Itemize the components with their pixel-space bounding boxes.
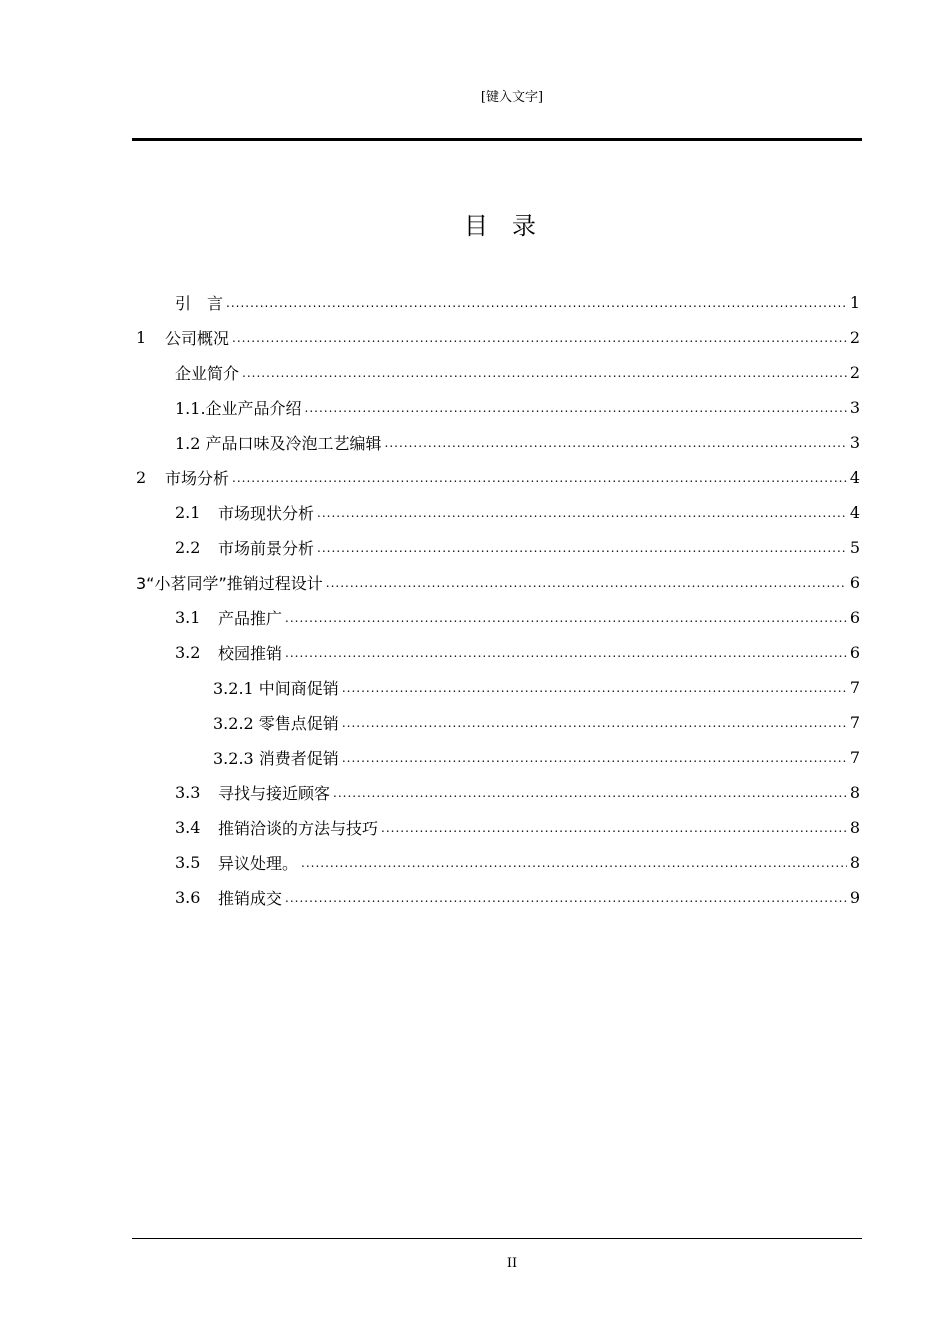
toc-entry-number: 3.4 (175, 817, 201, 837)
toc-title: 目录 (464, 212, 560, 240)
toc-entry-flavors[interactable] (175, 430, 860, 454)
toc-entry-negotiation[interactable] (175, 815, 860, 839)
toc-leader (317, 537, 847, 557)
toc-entry-label: 校园推销 (218, 643, 283, 663)
toc-entry-label: 市场现状分析 (218, 503, 315, 523)
toc-entry-label: 市场前景分析 (218, 538, 315, 558)
toc-leader (232, 327, 847, 347)
toc-entry-market[interactable] (136, 465, 860, 489)
toc-leader (285, 642, 847, 662)
toc-leader (326, 572, 847, 592)
toc-entry-label: 异议处理。 (218, 853, 299, 873)
toc-leader (381, 817, 847, 837)
toc-leader (342, 747, 847, 767)
toc-entry-page: 2 (849, 327, 860, 347)
toc-entry-number: 2 (136, 467, 147, 487)
toc-entry-company[interactable] (136, 325, 860, 349)
toc-leader (342, 712, 847, 732)
toc-leader (305, 397, 847, 417)
toc-entry-market-outlook[interactable] (175, 535, 860, 559)
toc-entry-page: 6 (849, 572, 860, 592)
toc-entry-label: 寻找与接近顾客 (218, 783, 331, 803)
toc-entry-page: 8 (849, 782, 860, 802)
toc-entry-market-status[interactable] (175, 500, 860, 524)
toc-entry-label: 企业简介 (175, 363, 240, 383)
header-rule (132, 138, 862, 141)
toc-entry-page: 8 (849, 852, 860, 872)
toc-entry-intro[interactable] (175, 290, 860, 314)
toc-entry-label: 1.1.企业产品介绍 (175, 398, 302, 418)
toc-entry-number: 3.2 (175, 642, 201, 662)
toc-entry-objections[interactable] (175, 850, 860, 874)
toc-entry-page: 3 (849, 397, 860, 417)
toc-entry-number: 3.5 (175, 852, 201, 872)
toc-leader (301, 852, 847, 872)
toc-entry-label: 市场分析 (165, 468, 230, 488)
page-header: [键入文字] (480, 90, 544, 105)
toc-entry-page: 3 (849, 432, 860, 452)
toc-entry-find-customers[interactable] (175, 780, 860, 804)
toc-entry-label: 1.2 产品口味及冷泡工艺编辑 (175, 433, 382, 453)
toc-entry-label: 推销洽谈的方法与技巧 (218, 818, 379, 838)
footer-rule (132, 1238, 862, 1239)
toc-entry-promotion[interactable] (175, 605, 860, 629)
toc-leader (226, 292, 847, 312)
toc-entry-page: 8 (849, 817, 860, 837)
toc-leader (242, 362, 847, 382)
toc-entry-page: 4 (849, 502, 860, 522)
toc-entry-label: 3.2.1 中间商促销 (213, 678, 339, 698)
toc-entry-page: 6 (849, 642, 860, 662)
toc-entry-page: 5 (849, 537, 860, 557)
toc-entry-page: 9 (849, 887, 860, 907)
toc-entry-retail[interactable] (213, 710, 860, 734)
toc-entry-number: 2.1 (175, 502, 201, 522)
toc-entry-number: 1 (136, 327, 147, 347)
toc-entry-label: 3.2.3 消费者促销 (213, 748, 339, 768)
toc-entry-page: 2 (849, 362, 860, 382)
toc-entry-campus-sales[interactable] (175, 640, 860, 664)
toc-entry-number: 3.3 (175, 782, 201, 802)
toc-entry-label: 公司概况 (165, 328, 230, 348)
toc-leader (285, 607, 847, 627)
toc-entry-consumer[interactable] (213, 745, 860, 769)
toc-entry-number: 3.1 (175, 607, 201, 627)
toc-entry-page: 1 (849, 292, 860, 312)
toc-entry-company-intro[interactable] (175, 360, 860, 384)
toc-entry-sales-design[interactable] (136, 570, 860, 594)
toc-entry-page: 7 (849, 677, 860, 697)
toc-entry-page: 7 (849, 747, 860, 767)
toc-entry-label: 引 言 (175, 293, 224, 313)
toc-entry-closing[interactable] (175, 885, 860, 909)
toc-entry-page: 6 (849, 607, 860, 627)
toc-entry-label: 推销成交 (218, 888, 283, 908)
toc-leader (285, 887, 847, 907)
toc-entry-products[interactable] (175, 395, 860, 419)
toc-leader (317, 502, 847, 522)
toc-entry-label: 3“小茗同学”推销过程设计 (136, 573, 323, 593)
toc-leader (385, 432, 847, 452)
footer-page-number: II (506, 1256, 518, 1271)
toc-entry-number: 3.6 (175, 887, 201, 907)
toc-entry-label: 产品推广 (218, 608, 283, 628)
toc-entry-page: 4 (849, 467, 860, 487)
toc-leader (342, 677, 847, 697)
toc-entry-intermediary[interactable] (213, 675, 860, 699)
toc-entry-label: 3.2.2 零售点促销 (213, 713, 339, 733)
toc-entry-page: 7 (849, 712, 860, 732)
toc-entry-number: 2.2 (175, 537, 201, 557)
toc-leader (232, 467, 847, 487)
toc-leader (333, 782, 847, 802)
